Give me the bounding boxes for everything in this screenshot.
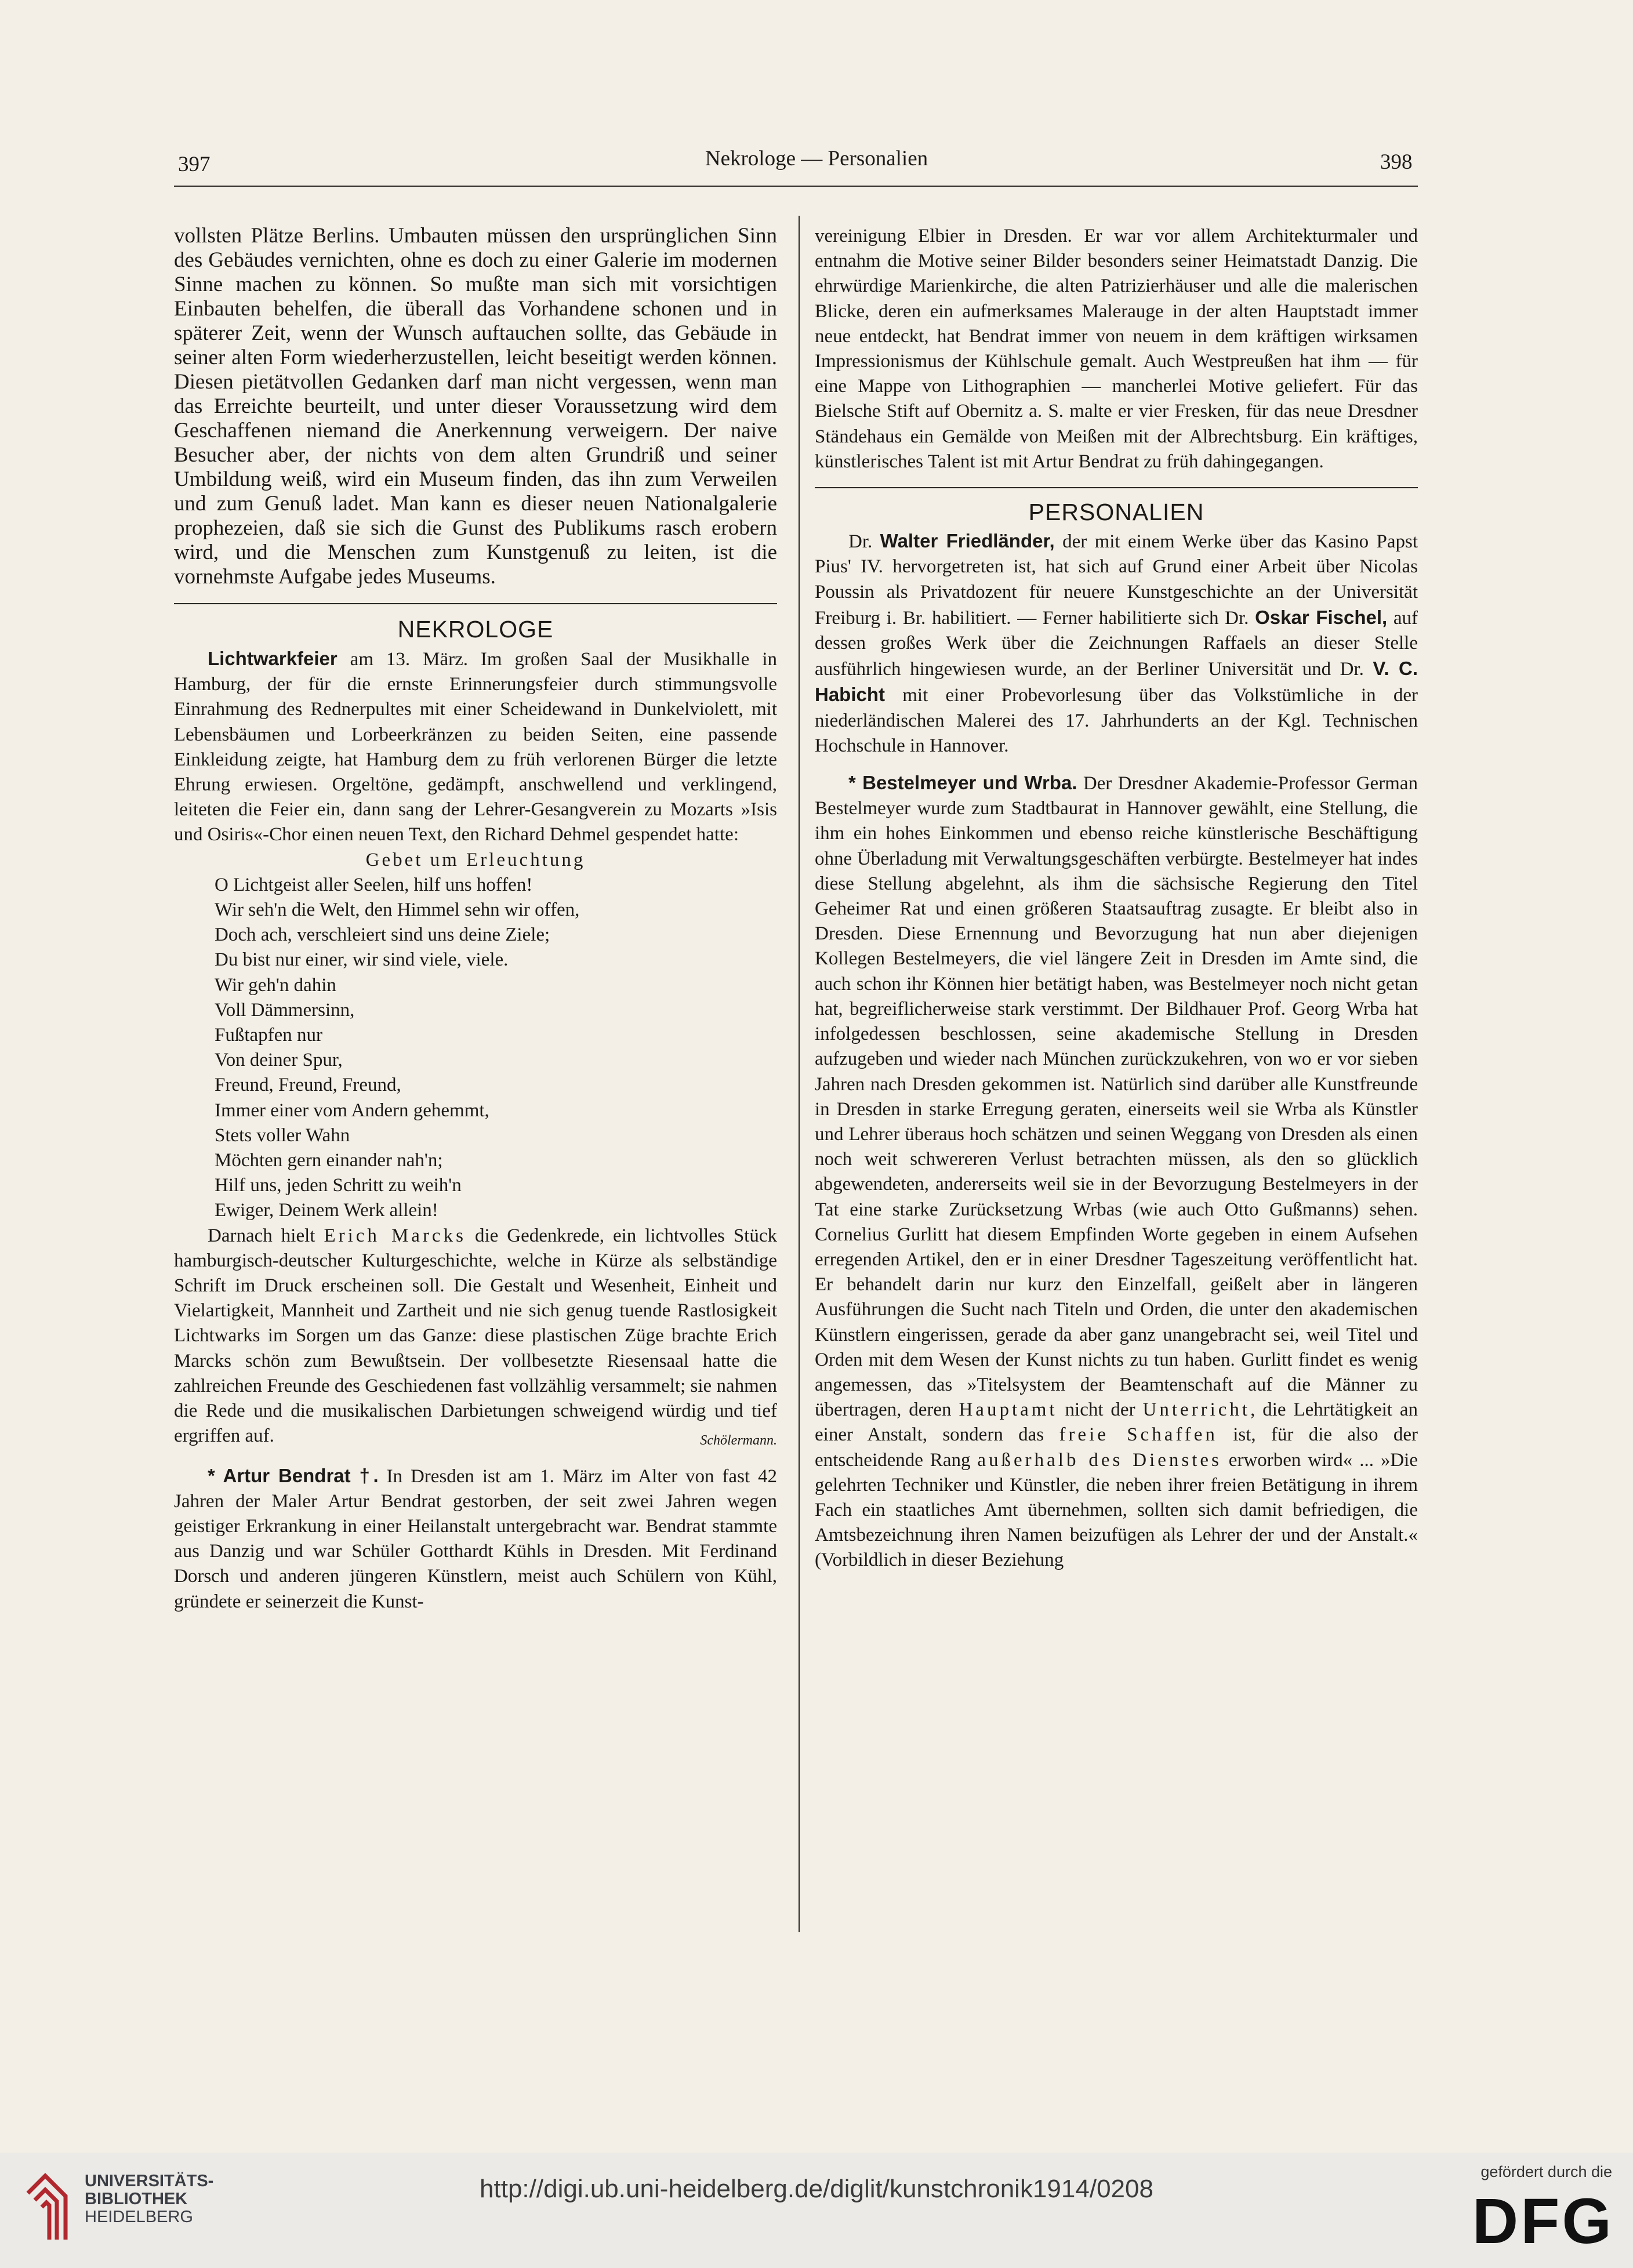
poem-line: Du bist nur einer, wir sind viele, viele.	[215, 949, 509, 971]
personalien-text-g: mit einer Probevorlesung über das Volkstümliche in der niederländischen Malerei des 17. Jahrhunderts an der Kgl. Technischen Hochschule in Hannover.	[815, 685, 1418, 756]
personalien-text-a: Dr.	[848, 531, 880, 553]
marcks-name: Erich Marcks	[324, 1225, 466, 1246]
library-name-line: BIBLIOTHEK	[85, 2190, 188, 2208]
bestelmeyer-text-g: ist, für die also der entscheidende Rang	[815, 1424, 1418, 1471]
poem-line: O Lichtgeist aller Seelen, hilf uns hoffen!	[215, 874, 533, 895]
poem-line: Wir geh'n dahin	[215, 974, 336, 996]
poem-line: Ewiger, Deinem Werk allein!	[215, 1200, 438, 1221]
poem-line: Stets voller Wahn	[215, 1124, 350, 1146]
bestelmeyer-text-a: Der Dresdner Akademie-Professor German Bestelmeyer wurde zum Stadtbaurat in Hannover gewählt, eine Stellung, die ihm ein hohes Einkommen und ebenso reiche künstlerische Beschäftigung ohne Überladung mit Verwaltungsgeschäften verbürgte. Bestelmeyer hat indes diese Stellung abgelehnt, als ihm die sächsische Regierung den Titel Geheimer Rat und einen größeren Staatsauftrag zusagte. Er bleibt also in Dresden. Diese Ernennung und Bevorzugung hat nun aber diejenigen Kollegen Bestelmeyers, die viel längere Zeit in Dresden im Amte sind, die auch schon ihr Können hier betätigt haben, was Bestelmeyer noch nicht getan hat, begreiflicherweise stark verstimmt. Der Bildhauer Prof. Georg Wrba hat infolgedessen beschlossen, seine akademische Stellung in Dresden aufzugeben und wieder nach München zurückzukehren, von wo er vor sieben Jahren nach Dresden gekommen ist. Natürlich sind darüber alle Kunstfreunde in Dresden in starke Erregung geraten, einerseits weil sie Wrba als Künstler und Lehrer überaus hoch schätzen und seinen Weggang von Dresden als einen noch weit schwereren Verlust betrachten müssen, als den so glücklich abgewendeten, andererseits weil sie in der Bevorzugung Bestelmeyers in der Tat eine starke Zurücksetzung Wrbas (wie auch Otto Gußmanns) sehen. Cornelius Gurlitt hat diesem Empfinden Worte gegeben in einem Aufsehen erregenden Artikel, den er in einer Dresdner Tageszeitung veröffentlicht hat. Er behandelt darin nur kurz den Einzelfall, geißelt aber in längeren Ausführungen die Sucht nach Titeln und Orden, die unter den akademischen Künstlern eingerissen, gerade da aber ganz unangebracht sei, weil Titel und Orden mit dem Wesen der Kunst nichts zu tun haben. Gurlitt findet es wenig angemessen, das »Titelsystem der Beamtenschaft auf die Männer zu übertragen, deren	[815, 773, 1418, 1421]
poem-line: Von deiner Spur,	[215, 1050, 343, 1071]
lichtwark-text: am 13. März. Im großen Saal der Musikhalle in Hamburg, der für die ernste Erinnerungsfeier durch stimmungsvolle Einrahmung des Rednerpultes mit einer Scheidewand in Dunkelviolett, mit Lebensbäumen und Lorbeerkränzen zu beiden Seiten, eine passende Einkleidung zeigte, hat Hamburg dem zu früh verlorenen Bürger die letzte Ehrung erwiesen. Orgeltöne, gedämpft, anschwellend und verklingend, leiteten die Feier ein, dann sang der Lehrer-Gesangverein zu Mozarts »Isis und Osiris«-Chor einen neuen Text, den Richard Dehmel gespendet hatte:	[174, 649, 777, 845]
intro-paragraph: vollsten Plätze Berlins. Umbauten müssen den ursprünglichen Sinn des Gebäudes vernichten, ohne es doch zu einer Galerie im modernen Sinne machen zu können. So mußte man sich mit vorsichtigen Einbauten behelfen, die überall das Vorhandene schonen und in späterer Zeit, wenn der Wunsch auftauchen sollte, das Gebäude in seiner alten Form wiederherzustellen, leicht beseitigt werden können. Diesen pietätvollen Gedanken darf man nicht vergessen, wenn man das Erreichte beurteilt, und unter dieser Voraussetzung wird dem Geschaffenen niemand die Anerkennung verweigern. Der naive Besucher aber, der nichts von dem alten Grundriß und seiner Umbildung weiß, wird ein Museum finden, das ihn zum Verweilen und zum Genuß ladet. Man kann es dieser neuen Nationalgalerie prophezeien, daß sie sich die Gunst des Publikums rasch erobern wird, und die Menschen zum Kunstgenuß zu leiten, ist die vornehmste Aufgabe jedes Museums.	[174, 224, 777, 589]
poem-line: Voll Dämmersinn,	[215, 999, 355, 1021]
emph-hauptamt: Hauptamt	[959, 1399, 1058, 1421]
library-name-line: HEIDELBERG	[85, 2208, 193, 2226]
poem-line: Doch ach, verschleiert sind uns deine Ziele;	[215, 924, 550, 946]
lichtwark-paragraph	[174, 646, 777, 848]
name-habicht: V. C. Habicht	[815, 658, 1418, 706]
page-number-right: 398	[1380, 150, 1413, 174]
bestelmeyer-text-i: erworben wird« ... »Die gelehrten Techniker und Künstler, die neben ihrer freien Betätigung in ihrem Fach ein staatliches Amt übernehmen, sollten sich damit befriedigen, die Amtsbezeichnung ihren Namen beizufügen als Lehrer der und der Anstalt.« (Vorbildlich in dieser Beziehung	[815, 1449, 1418, 1571]
marcks-text-c: die Gedenkrede, ein lichtvolles Stück hamburgisch-deutscher Kulturgeschichte, welche in Kürze als selbständige Schrift im Druck erscheinen soll. Die Gestalt und Wesenheit, Einheit und Vielartigkeit, Mannheit und Zartheit und nie sich genug tuende Rastlosigkeit Lichtwarks im Sorgen um das Ganze: diese plastischen Züge brachte Erich Marcks schön zum Bewußtsein. Der vollbesetzte Riesensaal hatte die zahlreichen Freunde des Geschiedenen fast vollzählig versammelt; sie nahmen die Rede und die musikalischen Darbietungen schweigend würdig und tief ergriffen auf.	[174, 1225, 778, 1447]
right-column	[815, 224, 1418, 1573]
personalien-text-e: auf dessen großes Werk über die Zeichnungen Raffaels an dieser Stelle ausführlich hingewiesen wurde, an der Berliner Universität und Dr.	[815, 607, 1418, 680]
name-fischel: Oskar Fischel,	[1255, 606, 1388, 628]
marcks-text-a: Darnach hielt	[208, 1225, 324, 1246]
running-title: Nekrologe — Personalien	[705, 147, 928, 170]
column-divider	[799, 216, 800, 1932]
signature: Schölermann.	[700, 1433, 777, 1449]
poem-line: Hilf uns, jeden Schritt zu weih'n	[215, 1175, 462, 1196]
funded-by-text: gefördert durch die	[1480, 2163, 1612, 2180]
emph-freie-schaffen: freie Schaffen	[1059, 1424, 1218, 1446]
library-name-line: UNIVERSITÄTS-	[85, 2172, 214, 2190]
name-friedlaender: Walter Friedländer,	[880, 530, 1055, 552]
dfg-logo: DFG	[1472, 2186, 1614, 2257]
bendrat-paragraph	[174, 1463, 777, 1614]
lichtwark-name: Lichtwarkfeier	[208, 648, 338, 669]
left-column	[174, 224, 777, 1614]
emph-unterricht: Unterricht	[1142, 1399, 1251, 1421]
bestelmeyer-text-c: nicht der	[1057, 1399, 1143, 1421]
marcks-paragraph	[174, 1224, 777, 1449]
bestelmeyer-text-e: , die Lehrtätigkeit an einer Anstalt, sondern das	[815, 1399, 1418, 1446]
bendrat-name: * Artur Bendrat †.	[208, 1464, 379, 1486]
page-number-left: 397	[178, 153, 211, 176]
bestelmeyer-paragraph	[815, 770, 1418, 1573]
poem-line: Wir seh'n die Welt, den Himmel sehn wir offen,	[215, 899, 580, 921]
bendrat-continuation: vereinigung Elbier in Dresden. Er war vor allem Architekturmaler und entnahm die Motive seiner Bilder besonders seiner Heimatstadt Danzig. Die ehrwürdige Marienkirche, die alten Patrizierhäuser und alle die malerischen Blicke, deren ein aufmerksames Malerauge in der alten Hauptstadt immer neue entdeckt, hat Bendrat immer von neuem in dem kräftigen wirksamen Impressionismus der Kühlschule gemalt. Auch Westpreußen hat ihm — für eine Mappe von Lithographien — mancherlei Motive geliefert. Für das Bielsche Stift auf Obernitz a. S. malte er vier Fresken, für das neue Dresdner Ständehaus ein Gemälde von Meißen mit der Albrechtsburg. Ein kräftiges, künstlerisches Talent ist mit Artur Bendrat zu früh dahingegangen.	[815, 226, 1418, 472]
poem-line: Freund, Freund, Freund,	[215, 1075, 401, 1096]
personalien-paragraph	[815, 528, 1418, 759]
source-url-link[interactable]: http://digi.ub.uni-heidelberg.de/diglit/kunstchronik1914/0208	[480, 2175, 1153, 2203]
section-separator	[174, 603, 777, 604]
poem-line: Immer einer vom Andern gehemmt,	[215, 1099, 489, 1121]
emph-ausserhalb: außerhalb des Dienstes	[977, 1449, 1222, 1471]
section-heading-personalien: PERSONALIEN	[1028, 499, 1204, 526]
poem	[174, 848, 777, 1224]
poem-title: Gebet um Erleuchtung	[365, 849, 586, 870]
section-heading-nekrologe: NEKROLOGE	[397, 616, 554, 643]
poem-line: Fußtapfen nur	[215, 1025, 323, 1046]
header-rule	[174, 186, 1418, 187]
section-separator	[815, 487, 1418, 488]
personalien-text-c: der mit einem Werke über das Kasino Papst Pius' IV. hervorgetreten ist, hat sich auf Grund einer Arbeit über Nicolas Poussin als Privatdozent für neuere Kunstgeschichte an der Universität Freiburg i. Br. habilitiert. — Ferner habilitierte sich Dr.	[815, 531, 1418, 629]
bendrat-text: In Dresden ist am 1. März im Alter von fast 42 Jahren der Maler Artur Bendrat gestorben, der seit zwei Jahren wegen geistiger Erkrankung in einer Heilanstalt untergebracht war. Bendrat stammte aus Danzig und war Schüler Gotthardt Kühls in Dresden. Mit Ferdinand Dorsch und anderen jüngeren Künstlern, meist auch Schülern von Kühl, gründete er seinerzeit die Kunst-	[174, 1465, 777, 1612]
footer-band	[0, 2153, 1633, 2268]
poem-line: Möchten gern einander nah'n;	[215, 1150, 443, 1171]
bestelmeyer-name: * Bestelmeyer und Wrba.	[848, 772, 1077, 794]
